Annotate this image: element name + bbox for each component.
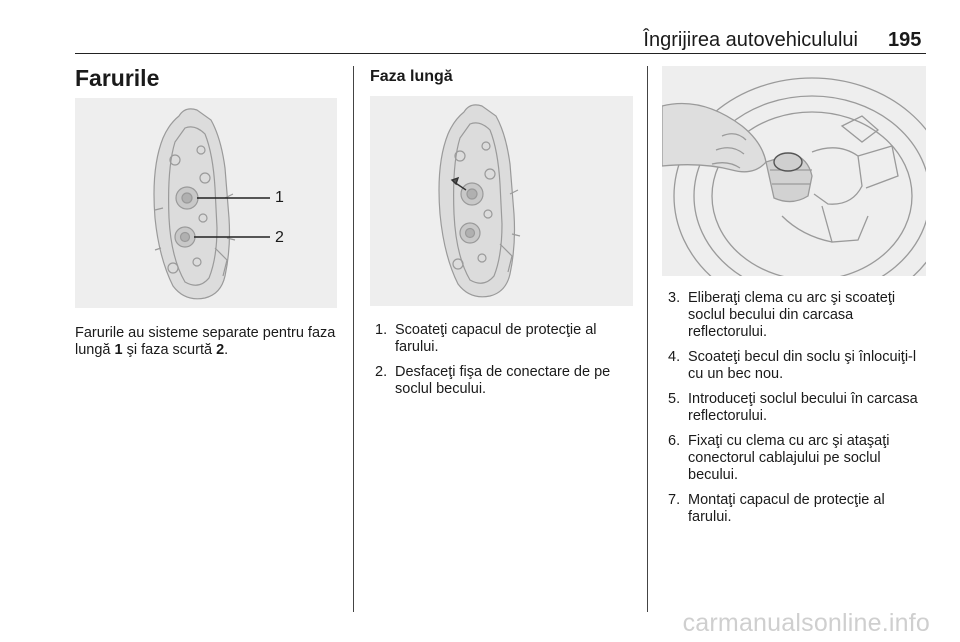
bulb-removal-illustration <box>662 66 926 276</box>
high-beam-figure <box>370 96 633 306</box>
list-item: 2. Desfaceţi fişa de conectare de pe soclul becului. <box>375 364 611 397</box>
steps-list-2 <box>668 290 930 534</box>
watermark: carmanualsonline.info <box>682 609 930 637</box>
section-title-farurile: Farurile <box>75 65 160 91</box>
list-item: 5. Introduceţi soclul becului în carcasa reflectorului. <box>668 391 918 424</box>
high-beam-illustration <box>370 96 633 306</box>
ref-1: 1 <box>114 342 123 358</box>
list-item: 3. Eliberaţi clema cu arc şi scoateţi soclul becului din carcasa reflectorului. <box>668 290 896 340</box>
callout-2: 2 <box>275 229 284 246</box>
steps-list-1 <box>375 322 637 406</box>
ref-2: 2 <box>216 342 225 358</box>
section-title-faza-lunga: Faza lungă <box>370 68 453 85</box>
header-rule <box>75 53 926 54</box>
page-number: 195 <box>888 29 922 51</box>
callout-1: 1 <box>275 189 284 206</box>
headlamp-description: Farurile au sisteme separate pentru faza lungă 1 şi faza scurtă 2. <box>75 325 336 358</box>
column-divider <box>353 66 354 612</box>
header-title: Îngrijirea autovehiculului <box>643 29 858 51</box>
headlamp-figure <box>75 98 337 308</box>
bulb-removal-figure <box>662 66 926 276</box>
list-item: 6. Fixaţi cu clema cu arc şi ataşaţi conectorul cablajului pe soclul becului. <box>668 433 890 483</box>
list-item: 7. Montaţi capacul de protecţie al farului. <box>668 492 885 525</box>
list-item: 1. Scoateţi capacul de protecţie al farului. <box>375 322 597 355</box>
headlamp-illustration <box>75 98 337 308</box>
list-item: 4. Scoateţi becul din soclu şi înlocuiţi-l cu un bec nou. <box>668 349 917 382</box>
column-divider <box>647 66 648 612</box>
